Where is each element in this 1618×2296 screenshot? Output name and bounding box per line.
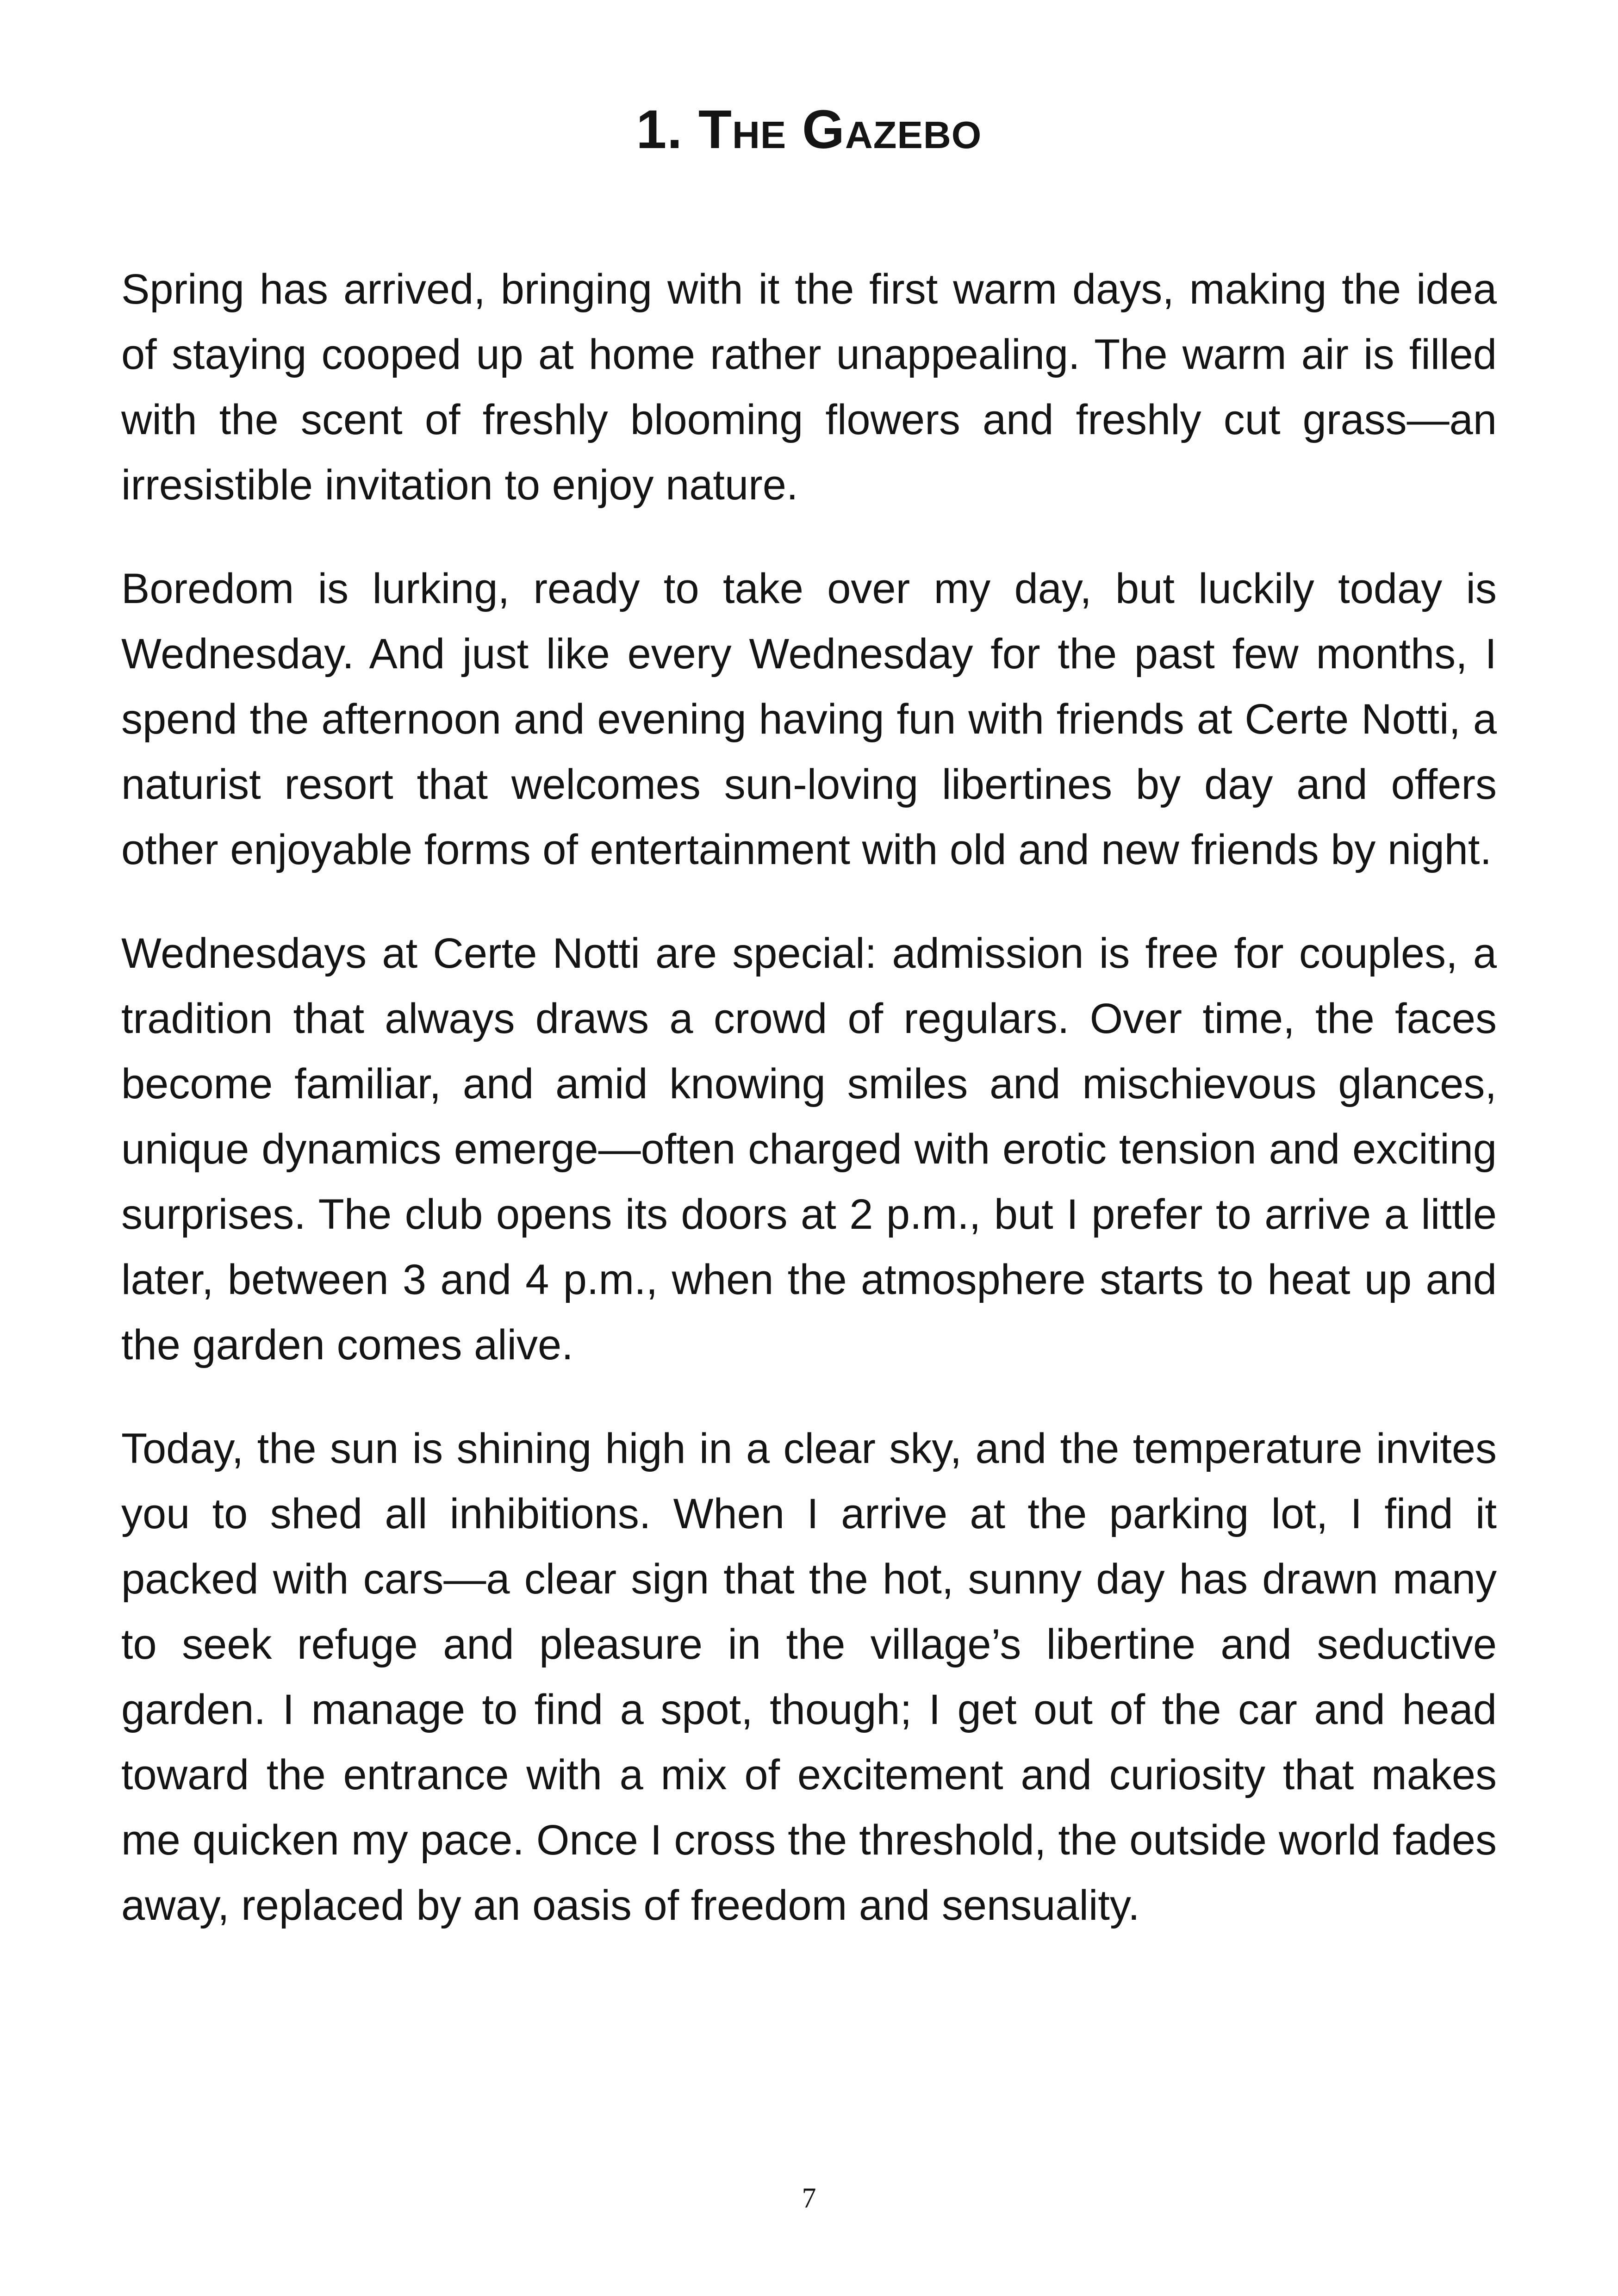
chapter-title: The Gazebo [698,99,982,160]
chapter-heading [0,95,1618,164]
paragraph-2: Boredom is lurking, ready to take over my day, but luckily today is Wednesday. And just like every Wednesday for the past few months, I spend the afternoon and evening having fun with friends at Certe Notti, a naturist resort that welcomes sun-loving libertines by day and offers other enjoyable forms of entertainment with old and new friends by night. [121,565,1497,873]
paragraph-1: Spring has arrived, bringing with it the first warm days, making the idea of staying cooped up at home rather unappealing. The warm air is filled with the scent of freshly blooming flowers and freshly cut grass—an irresistible invitation to enjoy nature. [121,266,1497,509]
chapter-number: 1. [636,99,683,160]
paragraph-4: Today, the sun is shining high in a clear sky, and the temperature invites you to shed all inhibitions. When I arrive at the parking lot, I find it packed with cars—a clear sign that the hot, sunny day has drawn many to seek refuge and pleasure in the village’s libertine and seductive garden. I manage to find a spot, though; I get out of the car and head toward the entrance with a mix of excitement and curiosity that makes me quicken my pace. Once I cross the threshold, the outside world fades away, replaced by an oasis of freedom and sensuality. [121,1425,1497,1929]
chapter-body [121,257,1497,1977]
page-number: 7 [802,2183,816,2214]
paragraph-3: Wednesdays at Certe Notti are special: admission is free for couples, a tradition that always draws a crowd of regulars. Over time, the faces become familiar, and amid knowing smiles and mischievous glances, unique dynamics emerge—often charged with erotic tension and exciting surprises. The club opens its doors at 2 p.m., but I prefer to arrive a little later, between 3 and 4 p.m., when the atmosphere starts to heat up and the garden comes alive. [121,930,1497,1369]
